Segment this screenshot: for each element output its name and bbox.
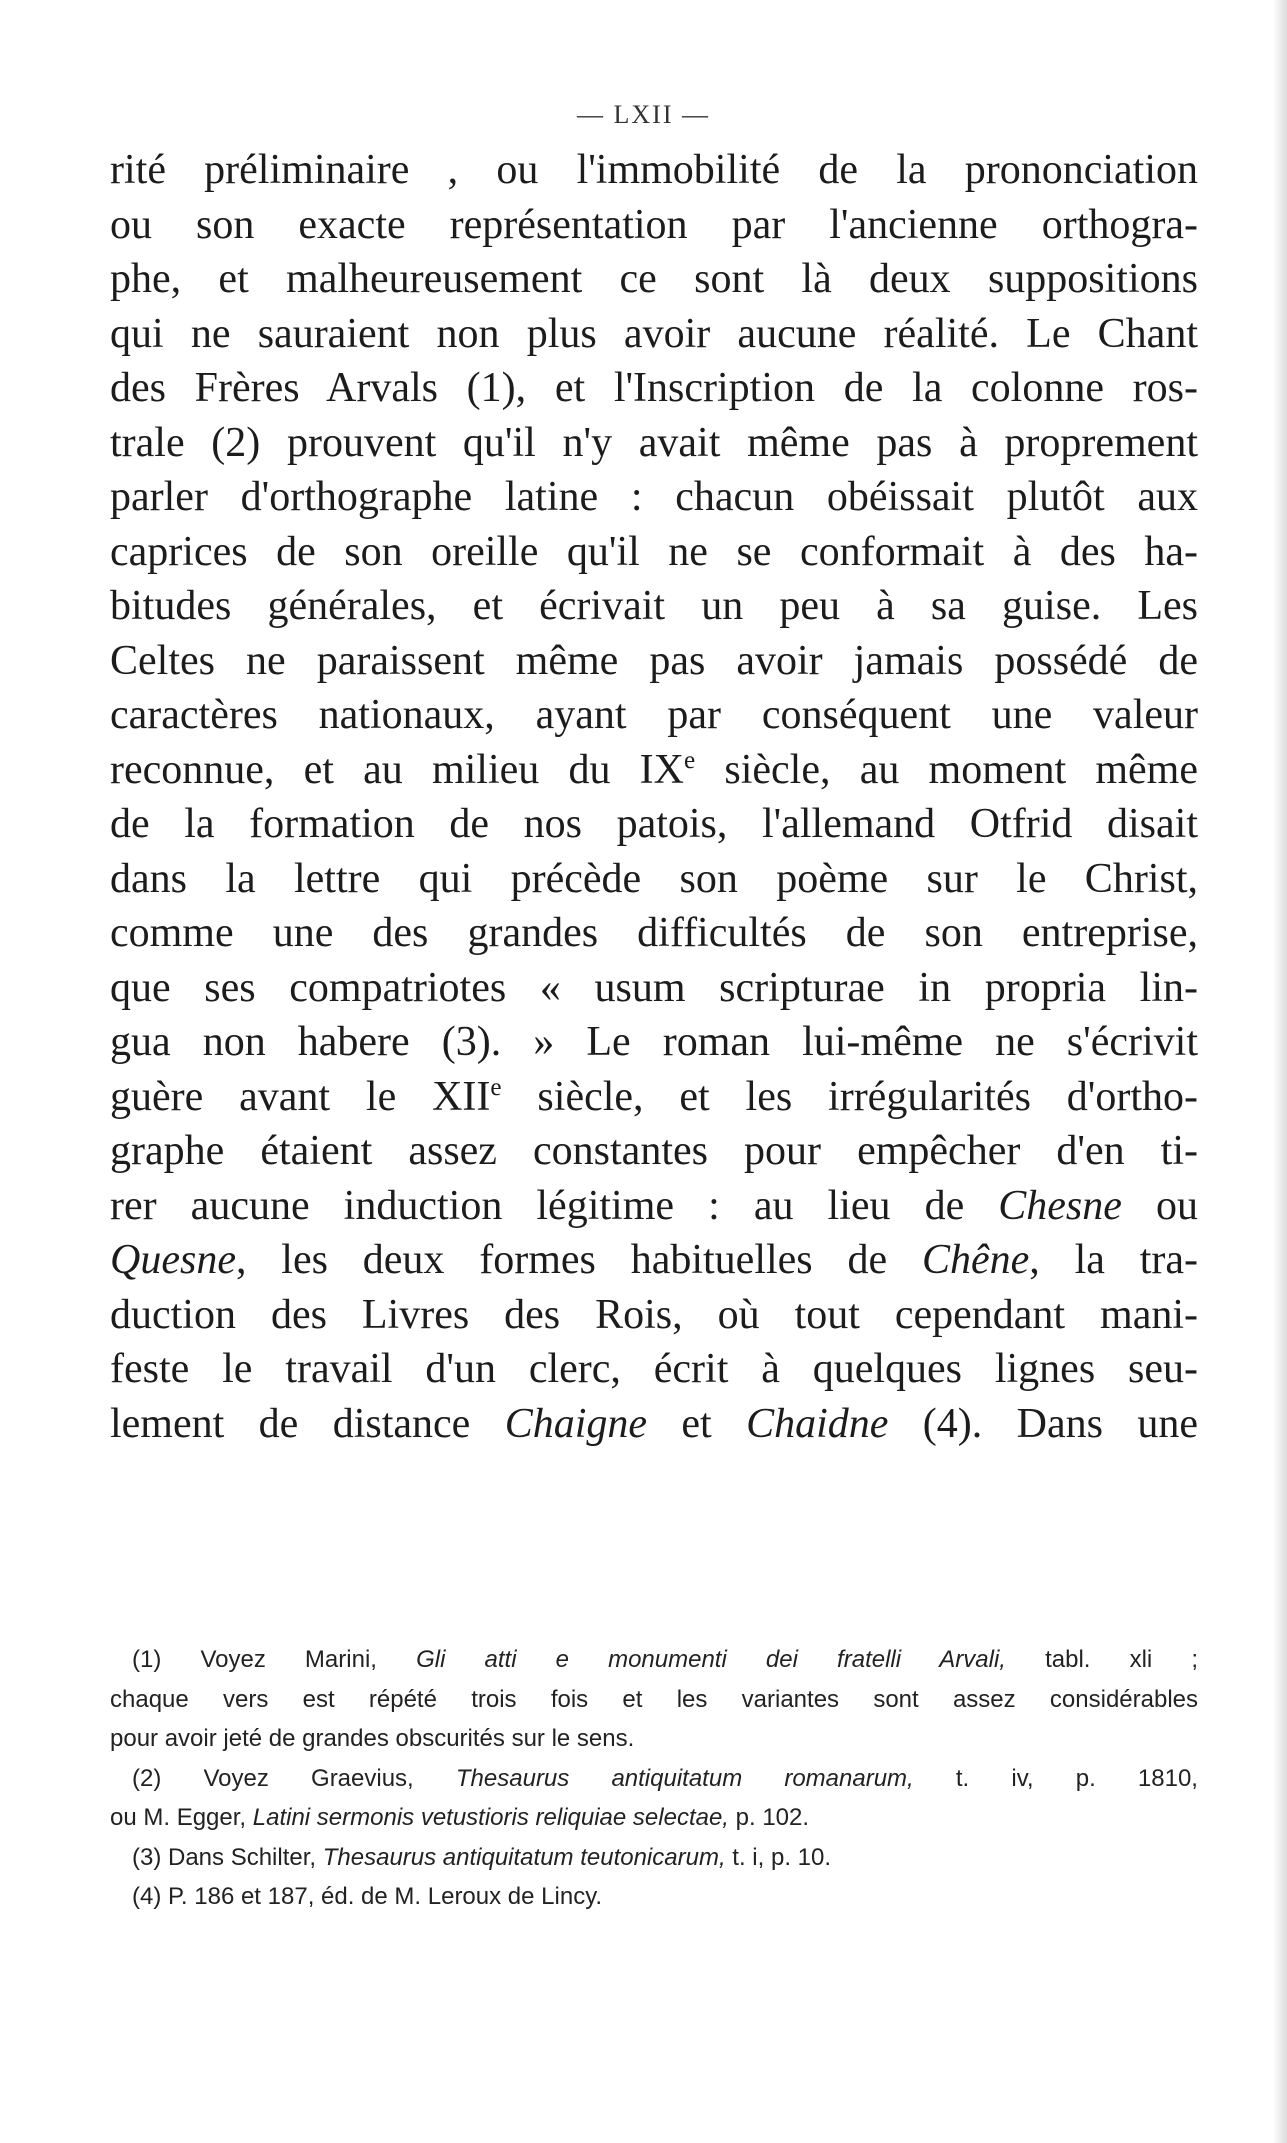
text-segment: ou xyxy=(1121,1182,1199,1229)
italic-word: Chaigne xyxy=(504,1400,648,1447)
text-line xyxy=(110,1179,1198,1234)
italic-word: Quesne xyxy=(110,1237,236,1283)
text-segment: , la tra- xyxy=(1029,1237,1198,1283)
text-segment: lement de distance xyxy=(110,1400,505,1447)
text-line: parler d'orthographe latine : chacun obéissait plutôt aux xyxy=(110,474,1198,520)
footnote-title: Latini sermonis vetustioris reliquiae selectae, xyxy=(252,1804,729,1831)
text-line: ou son exacte représentation par l'ancienne orthogra- xyxy=(110,201,1198,248)
text-line: des Frères Arvals (1), et l'Inscription de la colonne ros- xyxy=(110,365,1198,411)
text-line: Celtes ne paraissent même pas avoir jamais possédé de xyxy=(110,637,1198,684)
footnote-title: Thesaurus antiquitatum romanarum, xyxy=(455,1764,914,1792)
text-line: dans la lettre qui précède son poème sur le Christ, xyxy=(110,855,1198,902)
text-line: caractères nationaux, ayant par conséquent une valeur xyxy=(110,692,1198,738)
text-line: de la formation de nos patois, l'allemand Otfrid disait xyxy=(110,801,1198,847)
footnote-2 xyxy=(110,1759,1198,1799)
footnote-text: (3) Dans Schilter, xyxy=(132,1843,323,1871)
text-line xyxy=(110,743,1198,798)
text-segment: et xyxy=(647,1400,747,1447)
footnote-text: p. 102. xyxy=(728,1804,810,1831)
text-line: trale (2) prouvent qu'il n'y avait même pas à proprement xyxy=(110,419,1198,466)
text-line: gua non habere (3). » Le roman lui-même ne s'écrivit xyxy=(110,1019,1198,1065)
text-line: comme une des grandes difficultés de son entreprise, xyxy=(110,910,1198,956)
footnote-text: ou M. Egger, xyxy=(110,1804,253,1831)
footnote-title: Thesaurus antiquitatum teutonicarum, xyxy=(322,1843,726,1871)
text-line: rité préliminaire , ou l'immobilité de la prononciation xyxy=(110,147,1198,193)
text-line xyxy=(110,1070,1198,1125)
footnote-1 xyxy=(110,1640,1198,1680)
text-line xyxy=(110,1233,1198,1288)
footnote-title: Gli atti e monumenti dei fratelli Arvali, xyxy=(416,1646,1006,1673)
text-line: graphe étaient assez constantes pour empêcher d'en ti- xyxy=(110,1128,1198,1174)
text-segment: guère avant le XII xyxy=(110,1073,491,1120)
text-segment: rer aucune induction légitime : au lieu de xyxy=(110,1182,999,1229)
text-segment: (4). Dans une xyxy=(888,1400,1198,1447)
footnote-text: t. iv, p. 1810, xyxy=(913,1764,1198,1792)
superscript: e xyxy=(684,746,696,774)
text-segment: siècle, et les irrégularités d'ortho- xyxy=(501,1073,1199,1120)
text-line: caprices de son oreille qu'il ne se conformait à des ha- xyxy=(110,528,1198,575)
italic-word: Chesne xyxy=(998,1182,1122,1229)
page-edge-shadow xyxy=(1273,0,1287,2143)
body-text xyxy=(110,143,1198,1451)
text-line: feste le travail d'un clerc, écrit à quelques lignes seu- xyxy=(110,1346,1198,1392)
footnote-1-cont: pour avoir jeté de grandes obscurités sur le sens. xyxy=(110,1725,635,1752)
footnote-4: (4) P. 186 et 187, éd. de M. Leroux de Lincy. xyxy=(132,1883,603,1910)
text-line: phe, et malheureusement ce sont là deux suppositions xyxy=(110,256,1198,302)
text-segment: , les deux formes habituelles de xyxy=(235,1237,922,1283)
page-number-header: — LXII — xyxy=(577,100,710,129)
text-line: qui ne sauraient non plus avoir aucune réalité. Le Chant xyxy=(110,310,1198,357)
footnotes xyxy=(110,1640,1198,1917)
text-line: bitudes générales, et écrivait un peu à sa guise. Les xyxy=(110,583,1198,629)
footnote-text: t. i, p. 10. xyxy=(725,1843,832,1871)
italic-word: Chêne xyxy=(921,1237,1030,1283)
superscript: e xyxy=(490,1073,502,1101)
text-segment: reconnue, et au milieu du IX xyxy=(110,746,684,793)
footnote-2-cont xyxy=(110,1798,1198,1838)
text-segment: siècle, au moment même xyxy=(695,746,1198,793)
footnote-3 xyxy=(110,1838,1198,1878)
footnote-text: (1) Voyez Marini, xyxy=(132,1646,417,1673)
text-line xyxy=(110,1397,1198,1452)
footnote-text: (2) Voyez Graevius, xyxy=(132,1764,456,1792)
footnote-text: tabl. xli ; xyxy=(1005,1646,1199,1673)
italic-word: Chaidne xyxy=(746,1400,889,1447)
text-line: duction des Livres des Rois, où tout cependant mani- xyxy=(110,1291,1198,1338)
text-line: que ses compatriotes « usum scripturae in propria lin- xyxy=(110,964,1198,1011)
footnote-1-cont: chaque vers est répété trois fois et les variantes sont assez considérables xyxy=(110,1685,1198,1713)
